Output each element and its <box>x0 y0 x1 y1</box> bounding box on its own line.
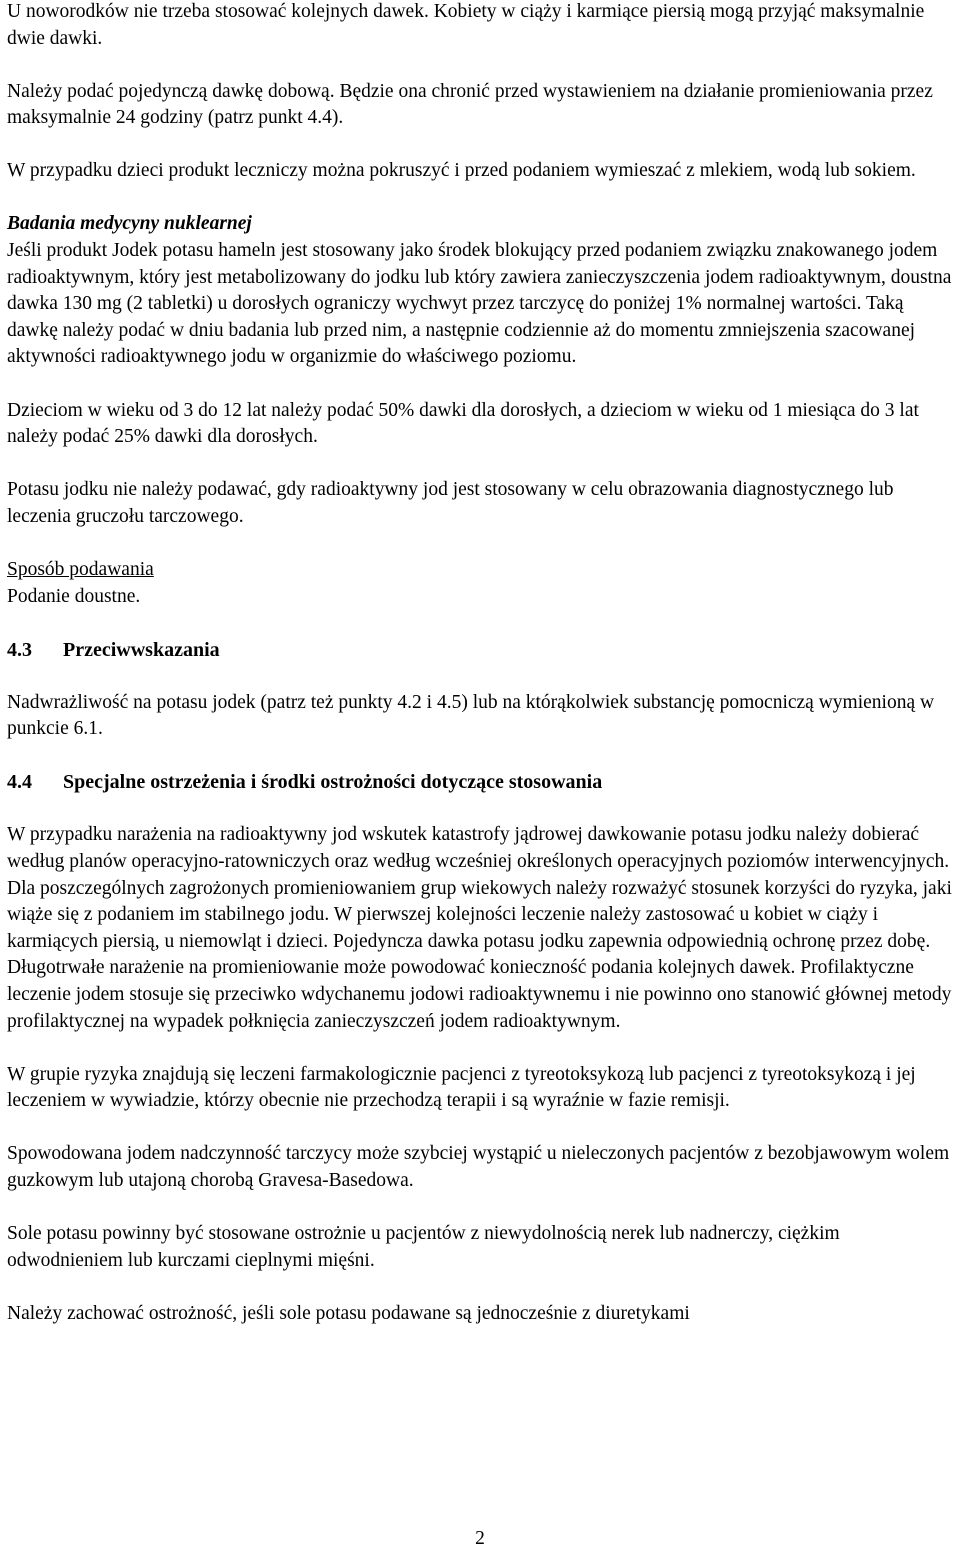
administration-text: Podanie doustne. <box>7 585 141 607</box>
nuclear-medicine-heading: Badania medycyny nuklearnej <box>7 213 252 235</box>
section-number: 4.4 <box>7 771 32 794</box>
paragraph-hyperthyroidism: Spowodowana jodem nadczynność tarczycy może szybciej wystąpić u nieleczonych pacjentów z bezobjawowym wolem guzkowym lub utajoną chorobą Gravesa-Basedowa. <box>7 1143 950 1191</box>
paragraph-diuretics: Należy zachować ostrożność, jeśli sole potasu podawane są jednocześnie z diuretykami <box>7 1302 690 1324</box>
section-heading-4-4 <box>7 769 955 796</box>
paragraph-contraindications: Nadwrażliwość na potasu jodek (patrz też punkty 4.2 i 4.5) lub na którąkolwiek substancję pomocniczą wymienioną w punkcie 6.1. <box>7 691 935 740</box>
paragraph-children-dosing: Dzieciom w wieku od 3 do 12 lat należy podać 50% dawki dla dorosłych, a dzieciom w wieku od 1 miesiąca do 3 lat należy podać 25% dawki dla dorosłych. <box>7 399 919 448</box>
paragraph-children-crush: W przypadku dzieci produkt leczniczy można pokruszyć i przed podaniem wymieszać z mlekiem, wodą lub sokiem. <box>7 160 916 182</box>
paragraph-risk-group: W grupie ryzyka znajdują się leczeni farmakologicznie pacjenci z tyreotoksykozą lub pacjenci z tyreotoksykozą i jej leczeniem w wywiadzie, którzy obecnie nie przechodzą terapii i są wyraźnie w fazie remisji. <box>7 1063 916 1112</box>
section-title: Specjalne ostrzeżenia i środki ostrożności dotyczące stosowania <box>63 771 603 794</box>
paragraph-daily-dose: Należy podać pojedynczą dawkę dobową. Będzie ona chronić przed wystawieniem na działanie promieniowania przez maksymalnie 24 godziny (patrz punkt 4.4). <box>7 80 933 129</box>
section-heading-4-3 <box>7 637 955 664</box>
administration-heading: Sposób podawania <box>7 558 154 580</box>
paragraph-potassium-salts: Sole potasu powinny być stosowane ostrożnie u pacjentów z niewydolnością nerek lub nadnerczy, ciężkim odwodnieniem lub kurczami cieplnymi mięśni. <box>7 1223 840 1271</box>
section-number: 4.3 <box>7 638 32 661</box>
document-page <box>7 0 955 1327</box>
paragraph-nuclear-medicine: Jeśli produkt Jodek potasu hameln jest stosowany jako środek blokujący przed podaniem związku znakowanego jodem radioaktywnym, który jest metabolizowany do jodku lub który zawiera zanieczyszczenia jodem radioaktywnym, doustna dawka 130 mg (2 tabletki) u dorosłych ograniczy wychwyt przez tarczycę do poniżej 1% normalnej wartości. Taką dawkę należy podać w dniu badania lub przed nim, a następnie codziennie aż do momentu zmniejszenia szacowanej aktywności radioaktywnego jodu w organizmie do właściwego poziomu. <box>7 240 952 368</box>
paragraph-newborn-doses: U noworodków nie trzeba stosować kolejnych dawek. Kobiety w ciąży i karmiące piersią mogą przyjąć maksymalnie dwie dawki. <box>7 1 925 49</box>
section-title: Przeciwwskazania <box>63 638 220 661</box>
paragraph-nuclear-disaster: W przypadku narażenia na radioaktywny jod wskutek katastrofy jądrowej dawkowanie potasu jodku należy dobierać według planów operacyjno-ratowniczych oraz według wcześniej określonych operacyjnych poziomów interwencyjnych. Dla poszczególnych zagrożonych promieniowaniem grup wiekowych należy rozważyć stosunek korzyści do ryzyka, jaki wiąże się z podaniem im stabilnego jodu. W pierwszej kolejności leczenie należy zastosować u kobiet w ciąży i karmiących piersią, u niemowląt i dzieci. Pojedyncza dawka potasu jodku zapewnia odpowiednią ochronę przez dobę. Długotrwałe narażenie na promieniowanie może powodować konieczność podania kolejnych dawek. Profilaktyczne leczenie jodem stosuje się przeciwko wdychanemu jodowi radioaktywnemu i nie powinno ono stanowić głównej metody profilaktycznej na wypadek połknięcia zanieczyszczeń jodem radioaktywnym. <box>7 824 952 1032</box>
paragraph-diagnostic-warning: Potasu jodku nie należy podawać, gdy radioaktywny jod jest stosowany w celu obrazowania diagnostycznego lub leczenia gruczołu tarczowego. <box>7 479 894 527</box>
page-number: 2 <box>475 1528 485 1549</box>
